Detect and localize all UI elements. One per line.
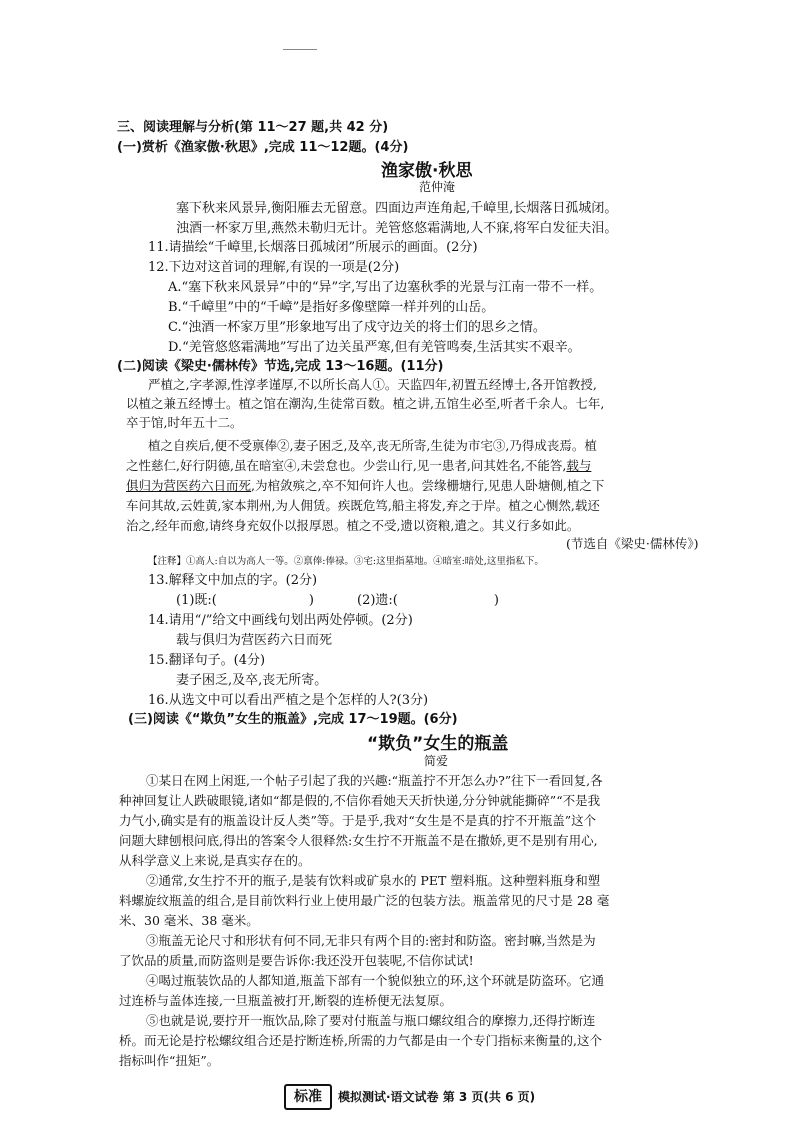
poem-line-1: 塞下秋来风景异,衡阳雁去无留意。四面边声连角起,千嶂里,长烟落日孤城闭。 bbox=[176, 201, 618, 216]
part3-label: (三)阅读《“欺负”女生的瓶盖》,完成 17～19题。(6分) bbox=[128, 712, 458, 727]
article-p5-line2: 桥。而无论是拧松螺纹组合还是拧断连桥,所需的力气都是由一个专门指标来衡量的,这个 bbox=[119, 1033, 602, 1048]
q13-item-1-close: ) bbox=[308, 593, 314, 608]
text-para2-line4: 车问其故,云姓黄,家本荆州,为人佣赁。疾既危笃,船主将发,弃之于岸。植之心恻然,载还 bbox=[126, 498, 600, 513]
page-footer: 模拟测试·语文试卷 第 3 页(共 6 页) bbox=[338, 1090, 536, 1104]
part2-label: (二)阅读《梁史·儒林传》节选,完成 13～16题。(11分) bbox=[117, 359, 444, 374]
q15-sentence: 妻子困乏,及卒,丧无所寄。 bbox=[176, 673, 328, 688]
article-p5-line3: 指标叫作“扭矩”。 bbox=[119, 1053, 220, 1068]
question-12: 12.下边对这首词的理解,有误的一项是(2分) bbox=[148, 260, 400, 275]
question-16: 16.从选文中可以看出严植之是个怎样的人?(3分) bbox=[148, 693, 429, 708]
underlined-sentence-start: 载与 bbox=[566, 458, 592, 473]
text-para1-line3: 卒于馆,时年五十二。 bbox=[126, 415, 243, 430]
annotation-note: 【注释】①高人:自以为高人一等。②禀俸:俸禄。③宅:这里指墓地。④暗室:暗处,这里指私下。 bbox=[148, 556, 544, 567]
question-13: 13.解释文中加点的字。(2分) bbox=[148, 573, 318, 588]
q13-item-2-label: (2)遗:( bbox=[357, 593, 398, 608]
article-p2-line1: ②通常,女生拧不开的瓶子,是装有饮料或矿泉水的 PET 塑料瓶。这种塑料瓶身和塑 bbox=[146, 873, 601, 888]
question-15: 15.翻译句子。(4分) bbox=[148, 653, 266, 668]
text-para2-line3-main: ,为棺敛殡之,卒不知何许人也。尝缘栅塘行,见患人卧塘侧,植之下 bbox=[251, 478, 605, 493]
article-p1-line2: 种神回复让人跌破眼镜,诸如“都是假的,不信你看她天天折快递,分分钟就能撕碎”“不是我 bbox=[119, 793, 601, 808]
article-p1-line1: ①某日在网上闲逛,一个帖子引起了我的兴趣:“瓶盖拧不开怎么办?”往下一看回复,各 bbox=[146, 773, 603, 788]
text-para2-line2-main: 之性慈仁,好行阴德,虽在暗室④,未尝怠也。少尝山行,见一患者,问其姓名,不能答, bbox=[126, 458, 567, 473]
article-p3-line2: 了饮品的质量,而防盗则是要告诉你:我还没开包装呢,不信你试试! bbox=[119, 953, 474, 968]
underlined-sentence-end: 俱归为营医药六日而死 bbox=[126, 478, 252, 493]
article-title: “欺负”女生的瓶盖 bbox=[367, 734, 509, 754]
question-14: 14.请用“/”给文中画线句划出两处停顿。(2分) bbox=[148, 613, 413, 628]
article-p2-line3: 米、30 毫米、38 毫米。 bbox=[119, 913, 259, 928]
edition-badge: 标准 bbox=[284, 1084, 332, 1110]
article-p1-line5: 从科学意义上来说,是真实存在的。 bbox=[119, 853, 311, 868]
article-p2-line2: 料螺旋纹瓶盖的组合,是目前饮料行业上使用最广泛的包装方法。瓶盖常见的尺寸是 28 毫 bbox=[119, 893, 610, 908]
article-author: 简爱 bbox=[424, 754, 449, 768]
text-para2-line5: 治之,经年而愈,请终身充奴仆以报厚恩。植之不受,遗以资粮,遣之。其义行多如此。 bbox=[126, 518, 580, 533]
section-heading: 三、阅读理解与分析(第 11～27 题,共 42 分) bbox=[117, 120, 389, 135]
text-para1-line1: 严植之,字孝源,性淳孝谨厚,不以所长高人①。天监四年,初置五经博士,各开馆教授, bbox=[148, 377, 597, 392]
article-p4-line1: ④喝过瓶装饮品的人都知道,瓶盖下部有一个貌似独立的环,这个环就是防盗环。它通 bbox=[146, 973, 604, 988]
q12-option-d: D.“羌管悠悠霜满地”写出了边关虽严寒,但有羌管鸣奏,生活其实不艰辛。 bbox=[168, 340, 581, 355]
poem-title: 渔家傲·秋思 bbox=[381, 161, 473, 181]
article-p3-line1: ③瓶盖无论尺寸和形状有何不同,无非只有两个目的:密封和防盗。密封嘛,当然是为 bbox=[146, 933, 596, 948]
q13-item-1 bbox=[176, 589, 314, 608]
question-11: 11.请描绘“千嶂里,长烟落日孤城闭”所展示的画面。(2分) bbox=[148, 240, 478, 255]
q14-sentence: 载与俱归为营医药六日而死 bbox=[176, 633, 333, 648]
top-rule bbox=[283, 49, 317, 50]
source-citation: (节选自《梁史·儒林传》) bbox=[566, 536, 699, 551]
text-para2-line3 bbox=[126, 476, 604, 494]
article-p4-line2: 过连桥与盖体连接,一旦瓶盖被打开,断裂的连桥便无法复原。 bbox=[119, 993, 452, 1008]
text-para1-line2: 以植之兼五经博士。植之馆在潮沟,生徒常百数。植之讲,五馆生必至,听者千余人。七年, bbox=[126, 396, 605, 411]
q12-option-a: A.“塞下秋来风景异”中的“异”字,写出了边塞秋季的光景与江南一带不一样。 bbox=[168, 280, 603, 295]
poem-line-2: 浊酒一杯家万里,燕然未勒归无计。羌管悠悠霜满地,人不寐,将军白发征夫泪。 bbox=[176, 221, 618, 236]
article-p1-line4: 问题大肆刨根问底,得出的答案令人很释然:女生拧不开瓶盖不是在撒娇,更不是别有用心, bbox=[119, 833, 598, 848]
q13-item-2-close: ) bbox=[493, 593, 499, 608]
text-para2-line1: 植之自疾后,便不受禀俸②,妻子困乏,及卒,丧无所寄,生徒为市宅③,乃得成丧焉。植 bbox=[148, 438, 597, 453]
q12-option-b: B.“千嶂里”中的“千嶂”是指好多像壁障一样并列的山岳。 bbox=[168, 300, 495, 315]
q13-item-1-label: (1)既:( bbox=[176, 593, 217, 608]
article-p1-line3: 力气小,确实是有的瓶盖设计反人类”等。于是乎,我对“女生是不是真的拧不开瓶盖”这个 bbox=[119, 813, 597, 828]
part1-label: (一)赏析《渔家傲·秋思》,完成 11～12题。(4分) bbox=[117, 140, 409, 155]
q12-option-c: C.“浊酒一杯家万里”形象地写出了戍守边关的将士们的思乡之情。 bbox=[168, 320, 546, 335]
poem-author: 范仲淹 bbox=[419, 180, 456, 194]
text-para2-line2 bbox=[126, 456, 591, 474]
q13-item-2 bbox=[357, 589, 499, 608]
article-p5-line1: ⑤也就是说,要拧开一瓶饮品,除了要对付瓶盖与瓶口螺纹组合的摩擦力,还得拧断连 bbox=[146, 1013, 596, 1028]
